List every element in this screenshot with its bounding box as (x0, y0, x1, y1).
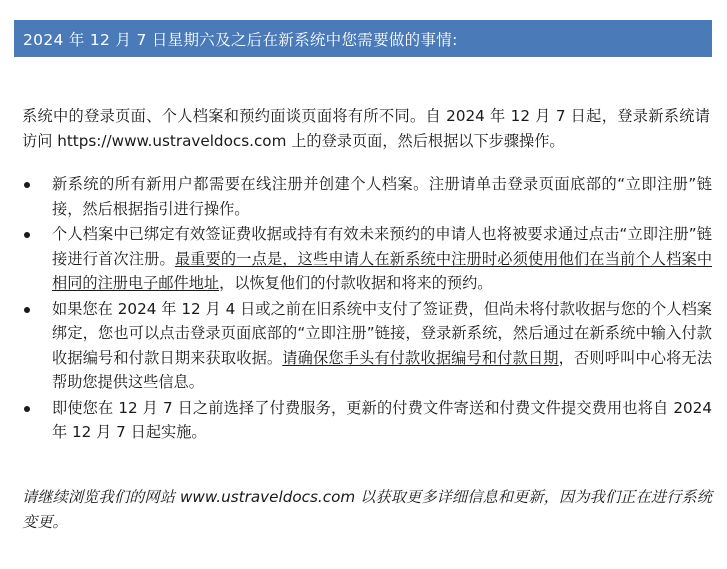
list-item-emphasis: 最重要的一点是，这些申请人在新系统中注册时必须使用他们在当前个人档案中相同的注册电子邮件地址 (52, 249, 713, 292)
instruction-list (22, 172, 712, 446)
section-header-title: 2024 年 12 月 7 日星期六及之后在新系统中您需要做的事情: (23, 30, 458, 49)
closing-paragraph: 请继续浏览我们的网站 www.ustraveldocs.com 以获取更多详细信息和更新，因为我们正在进行系统变更。 (22, 488, 712, 531)
bullet-icon (24, 307, 30, 313)
list-item-text-tail: ，以恢复他们的付款收据和将来的预约。 (219, 274, 493, 292)
bullet-icon (24, 182, 30, 188)
list-item-text: 个人档案中已绑定有效签证费收据或持有有效未来预约的申请人也将被要求通过点击“立即注册”链接进行首次注册。 (52, 225, 712, 268)
list-item (22, 396, 712, 445)
bullet-icon (24, 232, 30, 238)
list-item-text-tail: ，否则呼叫中心将无法帮助您提供这些信息。 (52, 348, 713, 391)
list-item-emphasis: 请确保您手头有付款收据编号和付款日期 (282, 348, 559, 367)
section-header-bar (14, 20, 712, 57)
list-item-text: 新系统的所有新用户都需要在线注册并创建个人档案。注册请单击登录页面底部的“立即注册”链接，然后根据指引进行操作。 (52, 175, 712, 218)
list-item (22, 297, 712, 395)
intro-paragraph: 系统中的登录页面、个人档案和预约面谈页面将有所不同。自 2024 年 12 月 7 日起，登录新系统请访问 https://www.ustraveldocs.com 上的登录页面，然后根据以下步骤操作。 (22, 107, 710, 150)
list-item-text: 即使您在 12 月 7 日之前选择了付费服务，更新的付费文件寄送和付费文件提交费用也将自 2024 年 12 月 7 日起实施。 (52, 398, 712, 441)
list-item (22, 222, 712, 296)
bullet-icon (24, 406, 30, 412)
list-item-text: 如果您在 2024 年 12 月 4 日或之前在旧系统中支付了签证费，但尚未将付款收据与您的个人档案绑定，您也可以点击登录页面底部的“立即注册”链接，登录新系统，然后通过在新系统中输入付款收据编号和付款日期来获取收据。 (52, 299, 712, 367)
list-item (22, 172, 712, 221)
